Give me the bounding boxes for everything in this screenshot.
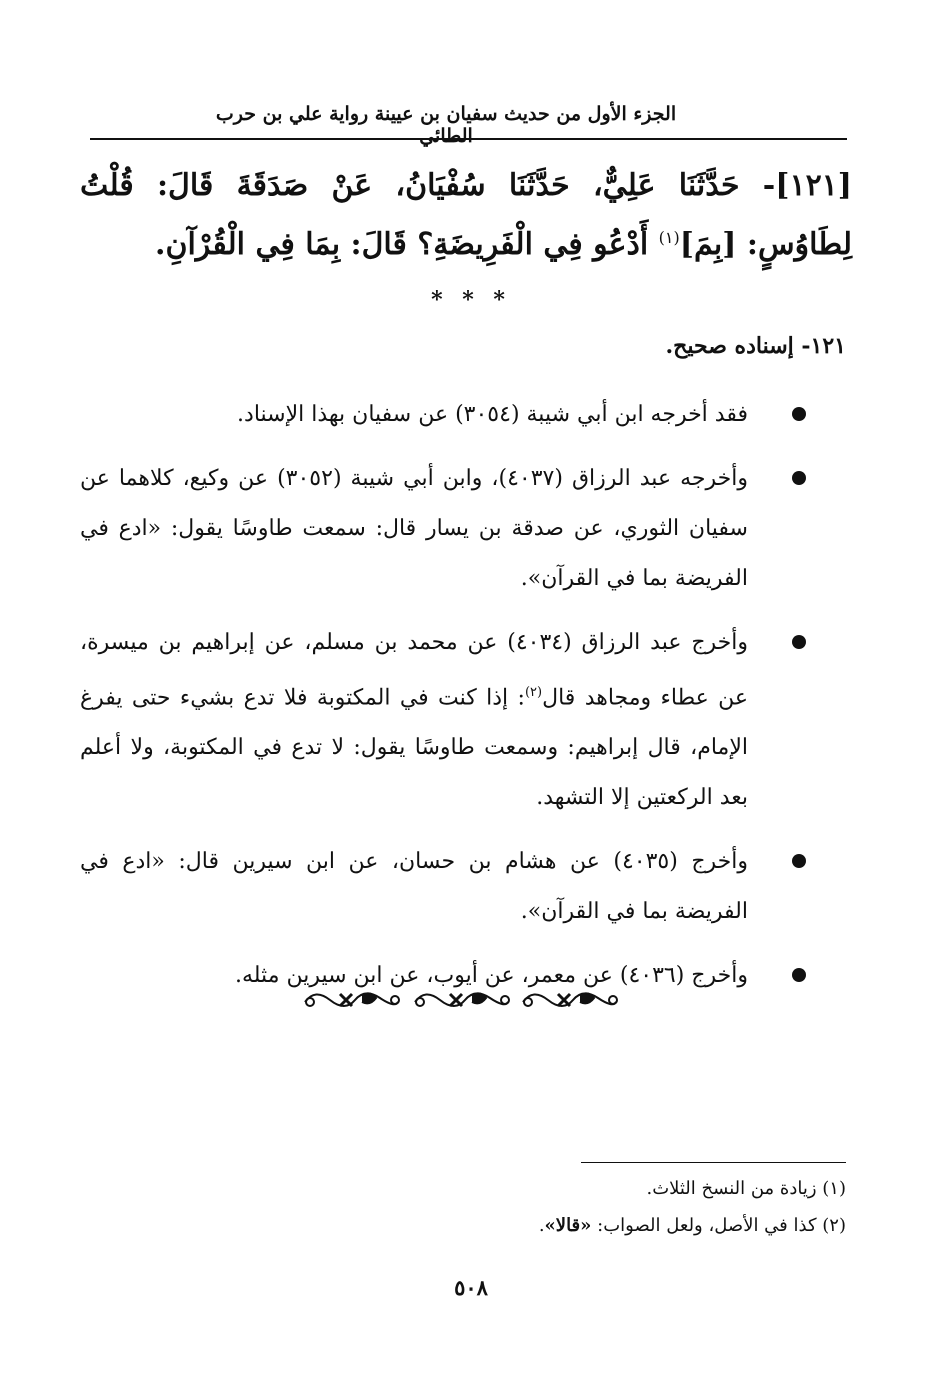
footnote-ref-2[interactable]: (٢) [524, 685, 543, 700]
footnote-text: كذا في الأصل، ولعل الصواب: [591, 1215, 817, 1236]
bullet-icon [792, 968, 806, 982]
list-item-text-part-1: وأخرج عبد الرزاق (٤٠٣٤) عن محمد بن مسلم، عن إبراهيم بن ميسرة، عن عطاء ومجاهد قال [80, 630, 749, 711]
list-item [80, 618, 846, 823]
bullet-icon [792, 635, 806, 649]
hadith-text-part-1: [١٢١]- حَدَّثَنَا عَلِيٌّ، حَدَّثَنَا سُفْيَانُ، عَنْ صَدَقَةَ قَالَ: قُلْتُ لِطَاوُسٍ: [بِمَ] [80, 168, 852, 262]
running-header-title: الجزء الأول من حديث سفيان بن عيينة رواية علي بن حرب الطائي [215, 103, 677, 147]
list-item-text-part-2: : إذا كنت في المكتوبة فلا تدع بشيء حتى يفرغ الإمام، قال إبراهيم: وسمعت طاوسًا يقول: لا تدع في المكتوبة، ولا أعلم بعد الركعتين إلا التشهد. [80, 685, 748, 811]
page-number: ٥٠٨ [454, 1275, 488, 1300]
list-item-text: وأخرج (٤٠٣٦) عن معمر، عن أيوب، عن ابن سيرين مثله. [234, 963, 748, 989]
footnote-ref-1[interactable]: (١) [658, 228, 680, 247]
footnote-rule [581, 1162, 846, 1163]
bullet-icon [792, 407, 806, 421]
footnote-number: (٢) [822, 1215, 846, 1236]
header-rule [90, 138, 847, 140]
section-separator: * * * [431, 287, 511, 313]
footnote-1 [300, 1170, 846, 1207]
bullet-icon [792, 854, 806, 868]
bullet-icon [792, 471, 806, 485]
hadith-text [80, 160, 852, 271]
isnad-grade-heading: ١٢١- إسناده صحيح. [665, 333, 846, 359]
footnote-2 [300, 1207, 846, 1244]
takhrij-list [80, 390, 846, 1015]
hadith-text-part-2: أَدْعُو فِي الْفَرِيضَةِ؟ قَالَ: بِمَا فِي الْقُرْآنِ. [155, 227, 659, 262]
decorative-scroll-ornament-icon [300, 980, 620, 1020]
footnote-text-end: . [538, 1215, 545, 1236]
list-item-text: وأخرجه عبد الرزاق (٤٠٣٧)، وابن أبي شيبة (٣٠٥٢) عن وكيع، كلاهما عن سفيان الثوري، عن صدقة بن يسار قال: سمعت طاوسًا يقول: «ادع في الفريضة بما في القرآن». [80, 466, 748, 591]
footnote-number: (١) [822, 1178, 846, 1199]
list-item-text: فقد أخرجه ابن أبي شيبة (٣٠٥٤) عن سفيان بهذا الإسناد. [237, 402, 748, 427]
list-item [80, 390, 846, 440]
footnotes [300, 1170, 846, 1244]
list-item [80, 837, 846, 937]
list-item-text: وأخرج (٤٠٣٥) عن هشام بن حسان، عن ابن سيرين قال: «ادع في الفريضة بما في القرآن». [80, 849, 748, 925]
footnote-emphasis: «قالا» [544, 1215, 592, 1236]
list-item [80, 454, 846, 604]
footnote-text: زيادة من النسخ الثلاث. [646, 1178, 817, 1199]
